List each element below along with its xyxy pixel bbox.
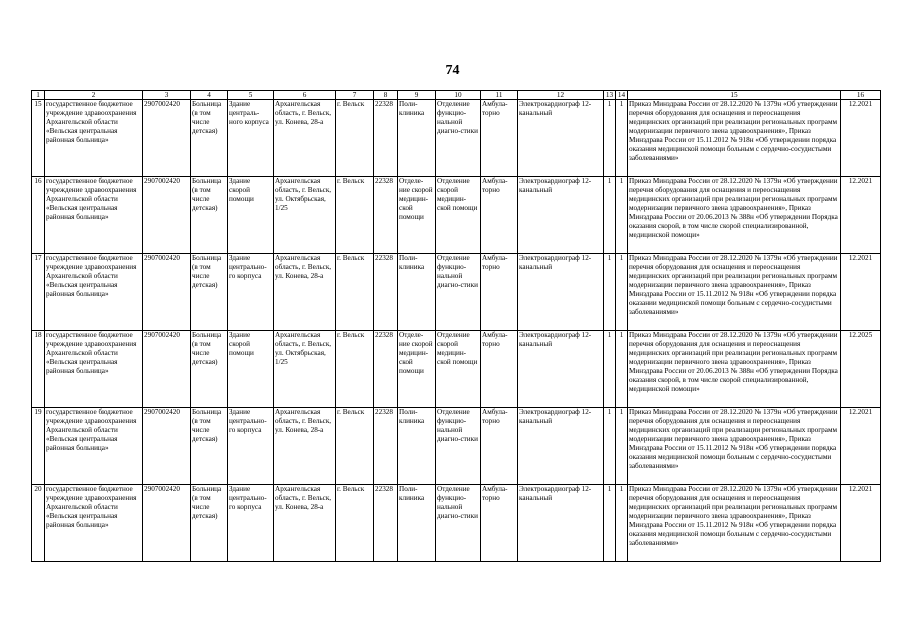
quantity-col13: 1 (604, 177, 616, 254)
column-header: 5 (228, 91, 274, 100)
row-number: 18 (32, 331, 45, 408)
quantity-col14: 1 (616, 254, 628, 331)
building-name: Здание центрально-го корпуса (228, 408, 274, 485)
quantity-col13: 1 (604, 331, 616, 408)
equipment-name: Электрокардиограф 12-канальный (518, 177, 604, 254)
city: г. Вельск (336, 254, 374, 331)
column-header: 9 (398, 91, 436, 100)
column-header: 11 (481, 91, 518, 100)
legal-basis: Приказ Минздрава России от 28.12.2020 № 1379н «Об утверждении перечня оборудования для оснащения и переоснащения медицинских организаций при реализации региональных программ модернизации первичного звена здравоохранения», Приказ Минздрава России от 15.11.2012 № 918н «Об утверждении порядка оказания медицинской помощи больным с сердечно-сосудистыми заболеваниями» (628, 408, 841, 485)
organization-name: государственное бюджетное учреждение здравоохранения Архангельской области «Вельская центральная районная больница» (45, 485, 143, 562)
address: Архангельская область, г. Вельск, ул. Конева, 28-а (274, 485, 336, 562)
building-name: Здание централь-ного корпуса (228, 100, 274, 177)
address: Архангельская область, г. Вельск, ул. Конева, 28-а (274, 408, 336, 485)
inn-code: 2907002420 (143, 331, 191, 408)
column-header: 3 (143, 91, 191, 100)
unit-name: Поли-клиника (398, 254, 436, 331)
column-header: 7 (336, 91, 374, 100)
quantity-col14: 1 (616, 100, 628, 177)
column-header: 10 (436, 91, 481, 100)
equipment-name: Электрокардиограф 12-канальный (518, 331, 604, 408)
department-name: Отделение скорой медицин-ской помощи (436, 177, 481, 254)
facility-type: Больница (в том числе детская) (191, 485, 228, 562)
address: Архангельская область, г. Вельск, ул. Конева, 28-а (274, 100, 336, 177)
postal-index: 22328 (374, 331, 398, 408)
city: г. Вельск (336, 408, 374, 485)
department-name: Отделение функцио-нальной диагно-стики (436, 254, 481, 331)
facility-type: Больница (в том числе детская) (191, 254, 228, 331)
quantity-col13: 1 (604, 100, 616, 177)
row-number: 20 (32, 485, 45, 562)
postal-index: 22328 (374, 408, 398, 485)
header-row (32, 91, 881, 100)
address: Архангельская область, г. Вельск, ул. Октябрьская, 1/25 (274, 331, 336, 408)
postal-index: 22328 (374, 177, 398, 254)
target-date: 12.2025 (841, 331, 881, 408)
unit-name: Поли-клиника (398, 485, 436, 562)
city: г. Вельск (336, 331, 374, 408)
quantity-col13: 1 (604, 408, 616, 485)
table-row (32, 100, 881, 177)
unit-name: Отделе-ние скорой медицин-ской помощи (398, 177, 436, 254)
row-number: 15 (32, 100, 45, 177)
target-date: 12.2021 (841, 177, 881, 254)
target-date: 12.2021 (841, 408, 881, 485)
table-row (32, 177, 881, 254)
quantity-col13: 1 (604, 485, 616, 562)
postal-index: 22328 (374, 254, 398, 331)
unit-name: Отделе-ние скорой медицин-ской помощи (398, 331, 436, 408)
quantity-col14: 1 (616, 177, 628, 254)
target-date: 12.2021 (841, 100, 881, 177)
column-header: 13 (604, 91, 616, 100)
equipment-name: Электрокардиограф 12-канальный (518, 254, 604, 331)
department-name: Отделение скорой медицин-ской помощи (436, 331, 481, 408)
equipment-name: Электрокардиограф 12-канальный (518, 100, 604, 177)
column-header: 6 (274, 91, 336, 100)
care-form: Амбула-торно (481, 408, 518, 485)
address: Архангельская область, г. Вельск, ул. Конева, 28-а (274, 254, 336, 331)
organization-name: государственное бюджетное учреждение здравоохранения Архангельской области «Вельская центральная районная больница» (45, 177, 143, 254)
postal-index: 22328 (374, 100, 398, 177)
city: г. Вельск (336, 485, 374, 562)
care-form: Амбула-торно (481, 485, 518, 562)
inn-code: 2907002420 (143, 254, 191, 331)
column-header: 1 (32, 91, 45, 100)
unit-name: Поли-клиника (398, 100, 436, 177)
inn-code: 2907002420 (143, 408, 191, 485)
column-header: 8 (374, 91, 398, 100)
legal-basis: Приказ Минздрава России от 28.12.2020 № 1379н «Об утверждении перечня оборудования для оснащения и переоснащения медицинских организаций при реализации региональных программ модернизации первичного звена здравоохранения», Приказ Минздрава России от 20.06.2013 № 388н «Об утверждении Порядка оказания скорой, в том числе скорой специализированной, медицинской помощи» (628, 331, 841, 408)
table-row (32, 331, 881, 408)
table-row (32, 485, 881, 562)
facility-type: Больница (в том числе детская) (191, 331, 228, 408)
table-row (32, 254, 881, 331)
building-name: Здание центрально-го корпуса (228, 485, 274, 562)
city: г. Вельск (336, 177, 374, 254)
column-header: 4 (191, 91, 228, 100)
target-date: 12.2021 (841, 485, 881, 562)
building-name: Здание скорой помощи (228, 331, 274, 408)
row-number: 16 (32, 177, 45, 254)
department-name: Отделение функцио-нальной диагно-стики (436, 100, 481, 177)
facility-type: Больница (в том числе детская) (191, 100, 228, 177)
page-number: 74 (445, 63, 460, 78)
inn-code: 2907002420 (143, 485, 191, 562)
row-number: 17 (32, 254, 45, 331)
quantity-col13: 1 (604, 254, 616, 331)
row-number: 19 (32, 408, 45, 485)
legal-basis: Приказ Минздрава России от 28.12.2020 № 1379н «Об утверждении перечня оборудования для оснащения и переоснащения медицинских организаций при реализации региональных программ модернизации первичного звена здравоохранения», Приказ Минздрава России от 15.11.2012 № 918н «Об утверждении порядка оказании медицинской помощи больным с сердечно-сосудистыми заболеваниями» (628, 254, 841, 331)
column-header: 14 (616, 91, 628, 100)
address: Архангельская область, г. Вельск, ул. Октябрьская, 1/25 (274, 177, 336, 254)
care-form: Амбула-торно (481, 177, 518, 254)
unit-name: Поли-клиника (398, 408, 436, 485)
column-header: 2 (45, 91, 143, 100)
column-header: 16 (841, 91, 881, 100)
column-header: 12 (518, 91, 604, 100)
organization-name: государственное бюджетное учреждение здравоохранения Архангельской области «Вельская центральная районная больница» (45, 331, 143, 408)
legal-basis: Приказ Минздрава России от 28.12.2020 № 1379н «Об утверждении перечня оборудования для оснащения и переоснащения медицинских организаций при реализации региональных программ модернизации первичного звена здравоохранения», Приказ Минздрава России от 20.06.2013 № 388н «Об утверждении Порядка оказания скорой, в том числе скорой специализированной, медицинской помощи» (628, 177, 841, 254)
inn-code: 2907002420 (143, 177, 191, 254)
table-row (32, 408, 881, 485)
facility-type: Больница (в том числе детская) (191, 408, 228, 485)
quantity-col14: 1 (616, 331, 628, 408)
facility-type: Больница (в том числе детская) (191, 177, 228, 254)
care-form: Амбула-торно (481, 100, 518, 177)
legal-basis: Приказ Минздрава России от 28.12.2020 № 1379н «Об утверждении перечня оборудования для оснащения и переоснащения медицинских организаций при реализации региональных программ модернизации первичного звена здравоохранения», Приказ Минздрава России от 15.11.2012 № 918н «Об утверждении порядка оказания медицинской помощи больным с сердечно-сосудистыми заболеваниями» (628, 100, 841, 177)
postal-index: 22328 (374, 485, 398, 562)
building-name: Здание центрально-го корпуса (228, 254, 274, 331)
organization-name: государственное бюджетное учреждение здравоохранения Архангельской области «Вельская центральная районная больница» (45, 100, 143, 177)
equipment-name: Электрокардиограф 12-канальный (518, 485, 604, 562)
equipment-name: Электрокардиограф 12-канальный (518, 408, 604, 485)
building-name: Здание скорой помощи (228, 177, 274, 254)
target-date: 12.2021 (841, 254, 881, 331)
quantity-col14: 1 (616, 485, 628, 562)
quantity-col14: 1 (616, 408, 628, 485)
department-name: Отделение функцио-нальной диагно-стики (436, 408, 481, 485)
legal-basis: Приказ Минздрава России от 28.12.2020 № 1379н «Об утверждении перечня оборудования для оснащения и переоснащения медицинских организаций при реализации региональных программ модернизации первичного звена здравоохранения», Приказ Минздрава России от 15.11.2012 № 918н «Об утверждении порядка оказания медицинской помощи больным с сердечно-сосудистыми заболеваниями» (628, 485, 841, 562)
department-name: Отделение функцио-нальной диагно-стики (436, 485, 481, 562)
care-form: Амбула-торно (481, 254, 518, 331)
organization-name: государственное бюджетное учреждение здравоохранения Архангельской области «Вельская центральная районная больница» (45, 254, 143, 331)
organization-name: государственное бюджетное учреждение здравоохранения Архангельской области «Вельская центральная районная больница» (45, 408, 143, 485)
inn-code: 2907002420 (143, 100, 191, 177)
care-form: Амбула-торно (481, 331, 518, 408)
city: г. Вельск (336, 100, 374, 177)
column-header: 15 (628, 91, 841, 100)
equipment-table (31, 90, 881, 562)
